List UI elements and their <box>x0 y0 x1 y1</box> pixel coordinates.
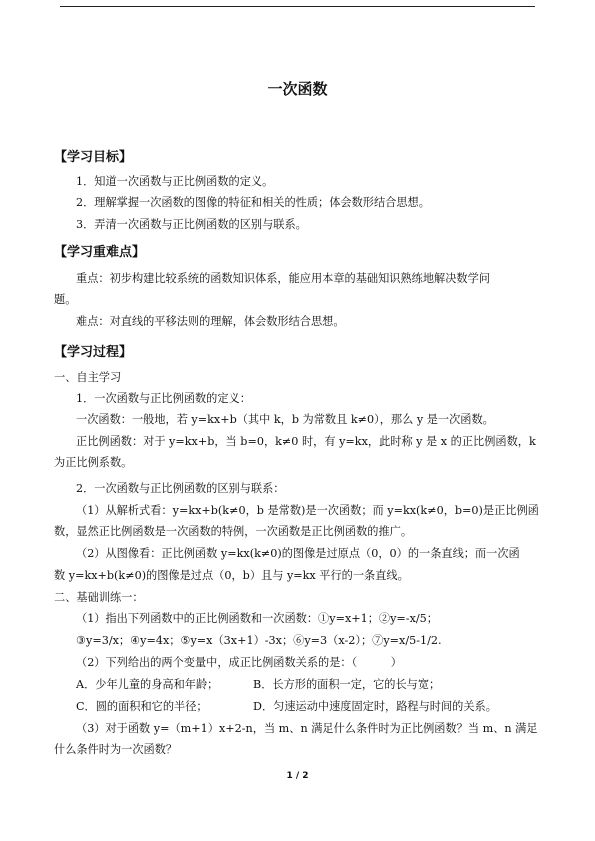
q2-option-d: D．匀速运动中速度固定时，路程与时间的关系。 <box>253 700 497 713</box>
section-heading-process: 【学习过程】 <box>54 345 133 360</box>
p1-item2-b-line2: 数 y=kx+b(k≠0)的图像是过点（0，b）且与 y=kx 平行的一条直线。 <box>54 569 409 582</box>
p1-item2-b-line1: （2）从图像看：正比例函数 y=kx(k≠0)的图像是过原点（0，0）的一条直线；而一次函 <box>76 547 520 560</box>
q2-option-b: B．长方形的面积一定，它的长与宽； <box>253 678 441 691</box>
part1-title: 一、自主学习 <box>54 371 122 384</box>
q1-line2: ③y=3/x；④y=4x；⑤y=x（3x+1）-3x；⑥y=3（x-2）；⑦y=x/5-1/2. <box>76 634 442 647</box>
q2-option-c: C．圆的面积和它的半径； <box>76 700 208 713</box>
goal-item-3: 3．弄清一次函数与正比例函数的区别与联系。 <box>76 218 307 231</box>
p1-item2: 2．一次函数与正比例函数的区别与联系： <box>76 482 285 495</box>
keypoint-nandian: 难点：对直线的平移法则的理解，体会数形结合思想。 <box>76 315 345 328</box>
p1-def-prop-line1: 正比例函数：对于 y=kx+b，当 b=0，k≠0 时，有 y=kx，此时称 y 是 x 的正比例函数，k <box>76 435 536 448</box>
section-heading-goals: 【学习目标】 <box>54 150 133 165</box>
q3-line2: 什么条件时为一次函数？ <box>54 743 178 756</box>
keypoint-zhongdian-line2: 题。 <box>54 293 77 306</box>
page-title: 一次函数 <box>267 80 328 98</box>
p1-item2-a-line1: （1）从解析式看：y=kx+b(k≠0，b 是常数)是一次函数；而 y=kx(k≠0，b=0)是正比例函 <box>76 504 539 517</box>
q2-stem: （2）下列给出的两个变量中，成正比例函数关系的是：（ ） <box>76 656 402 669</box>
page-number: 1 / 2 <box>286 771 309 781</box>
keypoint-zhongdian-line1: 重点：初步构建比较系统的函数知识体系，能应用本章的基础知识熟练地解决数学问 <box>76 272 490 285</box>
part2-title: 二、基础训练一： <box>54 591 144 604</box>
p1-item2-a-line2: 数，显然正比例函数是一次函数的特例，一次函数是正比例函数的推广。 <box>54 525 413 538</box>
p1-item1: 1．一次函数与正比例函数的定义： <box>76 392 251 405</box>
header-rule <box>60 6 535 7</box>
p1-def-prop-line2: 为正比例系数。 <box>54 456 133 469</box>
section-heading-keypoints: 【学习重难点】 <box>54 245 146 260</box>
q1-line1: （1）指出下列函数中的正比例函数和一次函数：①y=x+1；②y=-x/5； <box>76 612 438 625</box>
q3-line1: （3）对于函数 y=（m+1）x+2-n，当 m、n 满足什么条件时为正比例函数？当 m、n 满足 <box>76 722 538 735</box>
goal-item-1: 1．知道一次函数与正比例函数的定义。 <box>76 175 274 188</box>
goal-item-2: 2．理解掌握一次函数的图像的特征和相关的性质；体会数形结合思想。 <box>76 196 430 209</box>
p1-def-linear: 一次函数：一般地，若 y=kx+b（其中 k，b 为常数且 k≠0），那么 y 是一次函数。 <box>76 413 494 426</box>
q2-option-a: A．少年儿童的身高和年龄； <box>76 678 219 691</box>
